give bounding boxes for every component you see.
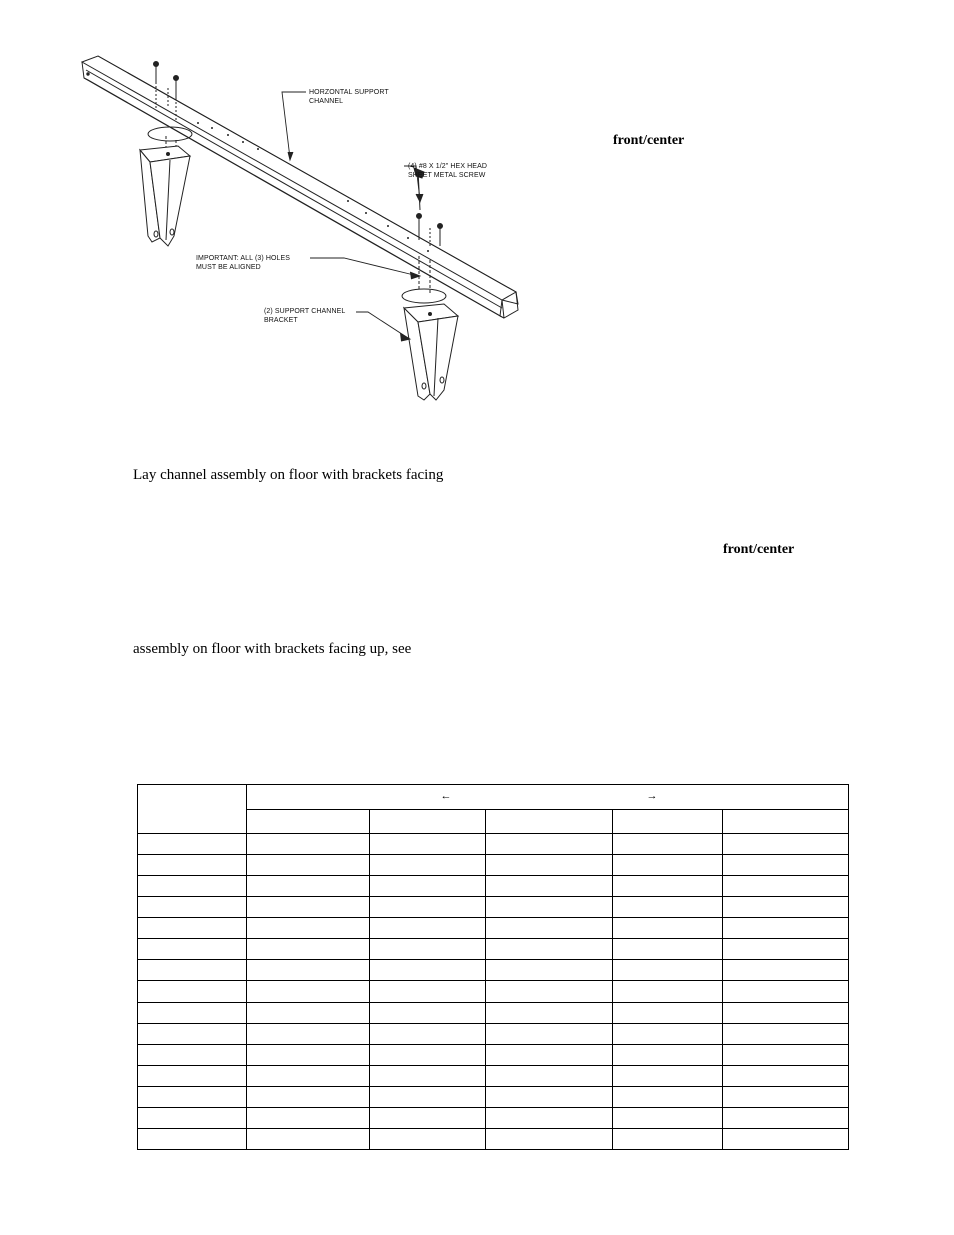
- callout-line: MUST BE ALIGNED: [196, 264, 261, 271]
- front-center-label-2: front/center: [723, 542, 795, 557]
- table-cell: [138, 876, 247, 897]
- table-body: [138, 834, 849, 1150]
- table-cell: [723, 855, 849, 876]
- table-row: [138, 876, 849, 897]
- table-cell: [247, 960, 370, 981]
- table-cell: [723, 918, 849, 939]
- callout-line: (2) SUPPORT CHANNEL: [264, 308, 346, 315]
- table-row: [138, 834, 849, 855]
- table-cell: [613, 834, 723, 855]
- table-cell: [370, 834, 486, 855]
- table-cell: [138, 918, 247, 939]
- table-cell: [613, 1044, 723, 1065]
- table-cell: [247, 1086, 370, 1107]
- table-cell: [723, 960, 849, 981]
- assembly-floor-instruction: assembly on floor with brackets facing up, see: [133, 641, 412, 657]
- table-cell: [247, 981, 370, 1002]
- table-cell: [138, 1023, 247, 1044]
- callout-line: HORZONTAL SUPPORT: [309, 89, 389, 96]
- table-cell: [247, 939, 370, 960]
- table-cell: [723, 1044, 849, 1065]
- table-cell: [370, 960, 486, 981]
- table-cell: [370, 1044, 486, 1065]
- callout-line: CHANNEL: [309, 98, 344, 105]
- table-row: [138, 1086, 849, 1107]
- table-cell: [723, 876, 849, 897]
- assembly-diagram: [78, 50, 538, 410]
- table-cell: [486, 897, 613, 918]
- table-cell: [613, 939, 723, 960]
- table-cell: [247, 897, 370, 918]
- callout-support-channel-bracket: [264, 307, 345, 325]
- callout-horizontal-support-channel: [309, 88, 389, 106]
- table-cell: [370, 1023, 486, 1044]
- table-cell: [247, 834, 370, 855]
- table-cell: [486, 1107, 613, 1128]
- table-cell: [370, 876, 486, 897]
- table-cell: [723, 939, 849, 960]
- table-cell: [613, 1023, 723, 1044]
- table-cell: [370, 939, 486, 960]
- table-cell: [486, 1023, 613, 1044]
- table-cell: [723, 1002, 849, 1023]
- table-cell: [486, 960, 613, 981]
- table-row: [138, 897, 849, 918]
- callout-line: BRACKET: [264, 317, 298, 324]
- table-cell: [723, 1086, 849, 1107]
- table-cell: [247, 810, 370, 834]
- table-cell: [370, 1128, 486, 1149]
- table-cell: [370, 1086, 486, 1107]
- table-cell: [370, 855, 486, 876]
- table-cell: [723, 810, 849, 834]
- table-cell: [138, 1044, 247, 1065]
- table-cell: [723, 981, 849, 1002]
- table-cell: [138, 1065, 247, 1086]
- table-cell: [723, 1128, 849, 1149]
- table-cell: [613, 918, 723, 939]
- callout-important-holes-aligned: [196, 254, 290, 272]
- table-cell: [138, 897, 247, 918]
- table-row: [138, 1128, 849, 1149]
- table-cell: [613, 981, 723, 1002]
- table-cell: [723, 1065, 849, 1086]
- left-arrow-icon: ←: [440, 789, 452, 802]
- table-cell: [613, 1002, 723, 1023]
- table-cell: [486, 855, 613, 876]
- table-cell: [138, 1002, 247, 1023]
- table-cell: [247, 918, 370, 939]
- bracket-right: [404, 304, 458, 400]
- table-cell: [138, 834, 247, 855]
- table-cell: [486, 1086, 613, 1107]
- right-arrow-icon: →: [646, 789, 658, 802]
- table-cell: [613, 897, 723, 918]
- table-cell: [138, 960, 247, 981]
- table-cell: [723, 1023, 849, 1044]
- table-cell: [486, 918, 613, 939]
- callout-line: (4) #8 X 1/2" HEX HEAD: [408, 163, 487, 170]
- table-cell: [247, 876, 370, 897]
- table-cell: [370, 918, 486, 939]
- table-cell: [138, 1107, 247, 1128]
- callout-hex-head-screw: [408, 162, 487, 180]
- table-cell: [247, 1002, 370, 1023]
- table-row: [138, 981, 849, 1002]
- table-cell: [370, 1107, 486, 1128]
- table-cell: [613, 855, 723, 876]
- table-cell: [723, 834, 849, 855]
- table-row: [138, 1002, 849, 1023]
- front-center-label-1: front/center: [613, 133, 685, 148]
- table-cell: [613, 1107, 723, 1128]
- table-cell: [613, 960, 723, 981]
- table-cell: [247, 1065, 370, 1086]
- table-row: [138, 855, 849, 876]
- lay-channel-instruction: Lay channel assembly on floor with brackets facing: [133, 467, 444, 483]
- table-cell: [486, 981, 613, 1002]
- table-row: [138, 1044, 849, 1065]
- table-cell: [138, 981, 247, 1002]
- table-header-row: [138, 785, 849, 810]
- table-cell: [247, 1128, 370, 1149]
- table-cell: [138, 1128, 247, 1149]
- table-cell: [486, 939, 613, 960]
- leader-lines: [282, 92, 423, 341]
- bracket-left: [140, 146, 190, 246]
- table-cell: [370, 1002, 486, 1023]
- table-cell: [723, 897, 849, 918]
- table-header-span-cell: [247, 785, 849, 810]
- table-cell: [138, 1086, 247, 1107]
- table-cell: [486, 1002, 613, 1023]
- table-row: [138, 918, 849, 939]
- table-row: [138, 960, 849, 981]
- table-cell: [247, 1044, 370, 1065]
- spec-table: [137, 784, 849, 1150]
- table-cell: [247, 1023, 370, 1044]
- table-cell: [370, 810, 486, 834]
- table-header-first-cell: [138, 785, 247, 834]
- table-cell: [486, 810, 613, 834]
- table-row: [138, 939, 849, 960]
- table-cell: [723, 1107, 849, 1128]
- table-cell: [613, 810, 723, 834]
- table-cell: [613, 1086, 723, 1107]
- table-cell: [486, 1128, 613, 1149]
- table-row: [138, 1023, 849, 1044]
- callout-line: SHEET METAL SCREW: [408, 172, 486, 179]
- table-row: [138, 1065, 849, 1086]
- table-row: [138, 1107, 849, 1128]
- table-cell: [486, 1065, 613, 1086]
- table-cell: [370, 1065, 486, 1086]
- table-cell: [138, 855, 247, 876]
- table-cell: [613, 1128, 723, 1149]
- table-cell: [486, 1044, 613, 1065]
- table-cell: [613, 1065, 723, 1086]
- callout-line: IMPORTANT: ALL (3) HOLES: [196, 255, 291, 262]
- table-cell: [486, 876, 613, 897]
- table-cell: [370, 897, 486, 918]
- table-cell: [247, 1107, 370, 1128]
- table-cell: [486, 834, 613, 855]
- table-cell: [247, 855, 370, 876]
- table-cell: [138, 939, 247, 960]
- table-cell: [370, 981, 486, 1002]
- table-cell: [613, 876, 723, 897]
